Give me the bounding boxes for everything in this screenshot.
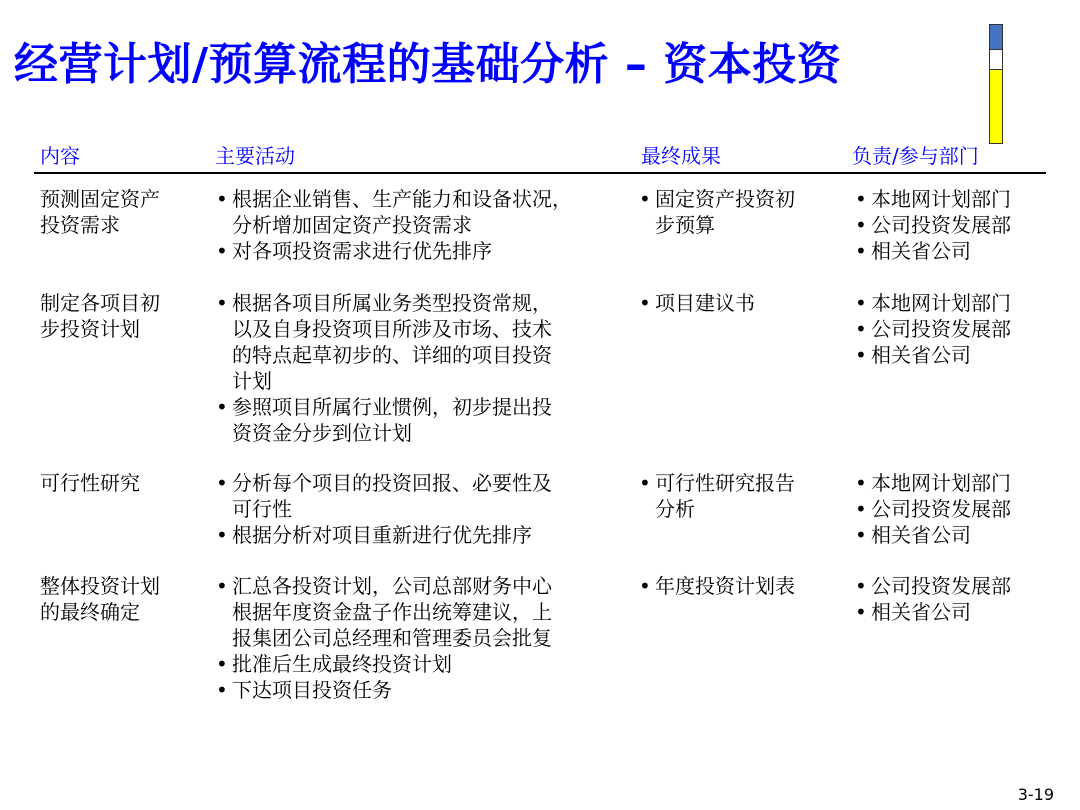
department-line: 本地网计划部门 [871,291,1011,315]
side-bar-blue [989,24,1003,51]
department-cell [855,470,1011,548]
bullet-icon: • [639,574,651,598]
content-line: 步投资计划 [40,317,140,341]
department-bullet-item [855,290,1011,316]
activity-bullet-item [216,238,572,264]
activity-cell [216,470,552,548]
content-cell [40,470,140,496]
department-line: 公司投资发展部 [871,317,1011,341]
content-line: 预测固定资产 [40,187,160,211]
department-bullet-item [855,212,1011,238]
activity-bullet-item [216,573,552,651]
side-bar-yellow [989,69,1003,144]
bullet-icon: • [216,652,228,676]
department-cell [855,290,1011,368]
content-cell [40,290,160,342]
content-line: 整体投资计划 [40,574,160,598]
department-bullet-item [855,522,1011,548]
department-bullet-item [855,186,1011,212]
activity-cell [216,573,552,703]
bullet-icon: • [216,678,228,702]
bullet-icon: • [855,600,867,624]
result-line: 年度投资计划表 [655,574,795,598]
activity-bullet-item [216,186,572,238]
bullet-icon: • [855,291,867,315]
bullet-icon: • [855,523,867,547]
activity-line: 根据分析对项目重新进行优先排序 [232,523,532,547]
bullet-icon: • [855,187,867,211]
activity-bullet-item [216,677,552,703]
department-bullet-item [855,316,1011,342]
result-bullet-item [639,470,795,522]
activity-line: 可行性 [232,497,292,521]
activity-line: 根据企业销售、生产能力和设备状况， [232,187,572,211]
result-line: 分析 [655,497,695,521]
result-line: 项目建议书 [655,291,755,315]
page-title: 经营计划/预算流程的基础分析 – 资本投资 [14,39,842,90]
bullet-icon: • [216,291,228,315]
activity-bullet-item [216,651,552,677]
content-line: 可行性研究 [40,471,140,495]
result-cell [639,573,795,599]
activity-line: 的特点起草初步的、详细的项目投资 [232,343,552,367]
bullet-icon: • [216,395,228,419]
bullet-icon: • [216,239,228,263]
department-bullet-item [855,496,1011,522]
bullet-icon: • [639,291,651,315]
activity-cell [216,186,572,264]
department-cell [855,573,1011,625]
activity-line: 下达项目投资任务 [232,678,392,702]
activity-bullet-item [216,290,552,394]
activity-cell [216,290,552,446]
activity-line: 分析增加固定资产投资需求 [232,213,472,237]
department-line: 相关省公司 [871,239,971,263]
activity-line: 资资金分步到位计划 [232,421,412,445]
bullet-icon: • [855,239,867,263]
result-cell [639,470,795,522]
activity-bullet-item [216,394,552,446]
bullet-icon: • [216,187,228,211]
result-cell [639,186,795,238]
header-results: 最终成果 [641,144,721,168]
department-line: 相关省公司 [871,600,971,624]
activity-line: 根据年度资金盘子作出统筹建议，上 [232,600,552,624]
activity-line: 批准后生成最终投资计划 [232,652,452,676]
bullet-icon: • [855,497,867,521]
department-bullet-item [855,238,1011,264]
activity-line: 参照项目所属行业惯例，初步提出投 [232,395,552,419]
bullet-icon: • [639,187,651,211]
side-bar-gap [989,49,1003,71]
content-line: 投资需求 [40,213,120,237]
bullet-icon: • [216,523,228,547]
activity-line: 报集团公司总经理和管理委员会批复 [232,626,552,650]
department-line: 公司投资发展部 [871,497,1011,521]
activity-line: 以及自身投资项目所涉及市场、技术 [232,317,552,341]
activity-line: 计划 [232,369,272,393]
result-cell [639,290,755,316]
department-bullet-item [855,573,1011,599]
bullet-icon: • [639,471,651,495]
department-bullet-item [855,342,1011,368]
department-bullet-item [855,599,1011,625]
header-activities: 主要活动 [215,144,295,168]
department-line: 本地网计划部门 [871,187,1011,211]
result-bullet-item [639,290,755,316]
result-bullet-item [639,573,795,599]
department-line: 公司投资发展部 [871,574,1011,598]
content-line: 制定各项目初 [40,291,160,315]
bullet-icon: • [855,343,867,367]
result-line: 固定资产投资初 [655,187,795,211]
header-divider [34,172,1046,174]
bullet-icon: • [855,213,867,237]
department-line: 公司投资发展部 [871,213,1011,237]
page-number: 3-19 [1017,785,1054,804]
department-line: 本地网计划部门 [871,471,1011,495]
activity-line: 对各项投资需求进行优先排序 [232,239,492,263]
header-departments: 负责/参与部门 [852,144,979,168]
content-cell [40,186,160,238]
activity-bullet-item [216,470,552,522]
result-bullet-item [639,186,795,238]
result-line: 步预算 [655,213,715,237]
result-line: 可行性研究报告 [655,471,795,495]
activity-line: 根据各项目所属业务类型投资常规， [232,291,552,315]
bullet-icon: • [855,574,867,598]
content-line: 的最终确定 [40,600,140,624]
bullet-icon: • [216,471,228,495]
activity-line: 汇总各投资计划，公司总部财务中心 [232,574,552,598]
bullet-icon: • [855,317,867,341]
activity-bullet-item [216,522,552,548]
content-cell [40,573,160,625]
activity-line: 分析每个项目的投资回报、必要性及 [232,471,552,495]
header-content: 内容 [40,144,80,168]
department-cell [855,186,1011,264]
bullet-icon: • [216,574,228,598]
department-line: 相关省公司 [871,523,971,547]
department-bullet-item [855,470,1011,496]
department-line: 相关省公司 [871,343,971,367]
bullet-icon: • [855,471,867,495]
